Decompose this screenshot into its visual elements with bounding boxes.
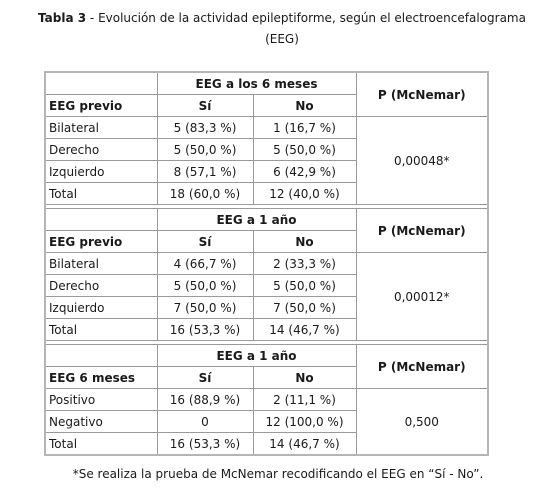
cell-no: 1 (16,7 %) [253, 117, 356, 139]
group-header: EEG a 1 año [157, 209, 356, 231]
cell-si: 8 (57,1 %) [157, 161, 253, 183]
table-row [45, 253, 488, 275]
cell-si: 4 (66,7 %) [157, 253, 253, 275]
p-header: P (McNemar) [356, 345, 488, 389]
p-header: P (McNemar) [356, 209, 488, 253]
table-caption [8, 8, 556, 50]
footnote: *Se realiza la prueba de McNemar recodificando el EEG en “Sí - No”. [72, 467, 484, 481]
col-no-header: No [253, 231, 356, 253]
col-si-header: Sí [157, 95, 253, 117]
cell-si: 5 (50,0 %) [157, 275, 253, 297]
p-value: 0,500 [356, 389, 488, 456]
row-label: Izquierdo [45, 161, 157, 183]
cell-no: 14 (46,7 %) [253, 433, 356, 456]
empty-corner-cell [45, 72, 157, 95]
cell-no: 14 (46,7 %) [253, 319, 356, 341]
cell-si: 18 (60,0 %) [157, 183, 253, 205]
table-row [45, 389, 488, 411]
cell-no: 5 (50,0 %) [253, 275, 356, 297]
row-label: Izquierdo [45, 297, 157, 319]
group-header: EEG a 1 año [157, 345, 356, 367]
group-header: EEG a los 6 meses [157, 72, 356, 95]
col-si-header: Sí [157, 367, 253, 389]
table-row [45, 117, 488, 139]
p-value: 0,00048* [356, 117, 488, 205]
cell-no: 2 (33,3 %) [253, 253, 356, 275]
row-label: Total [45, 319, 157, 341]
row-header: EEG previo [45, 231, 157, 253]
empty-corner-cell [45, 209, 157, 231]
caption-text: - Evolución de la actividad epileptiforme, según el electroencefalograma [86, 11, 526, 25]
row-label: Derecho [45, 275, 157, 297]
col-no-header: No [253, 95, 356, 117]
row-label: Negativo [45, 411, 157, 433]
section-3-header-row [45, 345, 488, 367]
cell-no: 7 (50,0 %) [253, 297, 356, 319]
row-label: Bilateral [45, 253, 157, 275]
caption-label: Tabla 3 [38, 11, 87, 25]
cell-si: 16 (88,9 %) [157, 389, 253, 411]
cell-no: 6 (42,9 %) [253, 161, 356, 183]
cell-si: 0 [157, 411, 253, 433]
cell-si: 5 (83,3 %) [157, 117, 253, 139]
p-value: 0,00012* [356, 253, 488, 341]
caption-line-2: (EEG) [265, 32, 299, 46]
cell-no: 5 (50,0 %) [253, 139, 356, 161]
row-header: EEG previo [45, 95, 157, 117]
cell-si: 16 (53,3 %) [157, 319, 253, 341]
cell-no: 12 (40,0 %) [253, 183, 356, 205]
cell-si: 16 (53,3 %) [157, 433, 253, 456]
cell-no: 12 (100,0 %) [253, 411, 356, 433]
col-no-header: No [253, 367, 356, 389]
row-label: Bilateral [45, 117, 157, 139]
row-label: Total [45, 433, 157, 456]
caption-line-1 [8, 8, 556, 29]
col-si-header: Sí [157, 231, 253, 253]
row-header: EEG 6 meses [45, 367, 157, 389]
section-2-header-row [45, 209, 488, 231]
section-1-header-row [45, 72, 488, 95]
row-label: Total [45, 183, 157, 205]
p-header: P (McNemar) [356, 72, 488, 117]
cell-si: 5 (50,0 %) [157, 139, 253, 161]
cell-si: 7 (50,0 %) [157, 297, 253, 319]
cell-no: 2 (11,1 %) [253, 389, 356, 411]
row-label: Derecho [45, 139, 157, 161]
empty-corner-cell [45, 345, 157, 367]
results-table [44, 71, 489, 456]
row-label: Positivo [45, 389, 157, 411]
